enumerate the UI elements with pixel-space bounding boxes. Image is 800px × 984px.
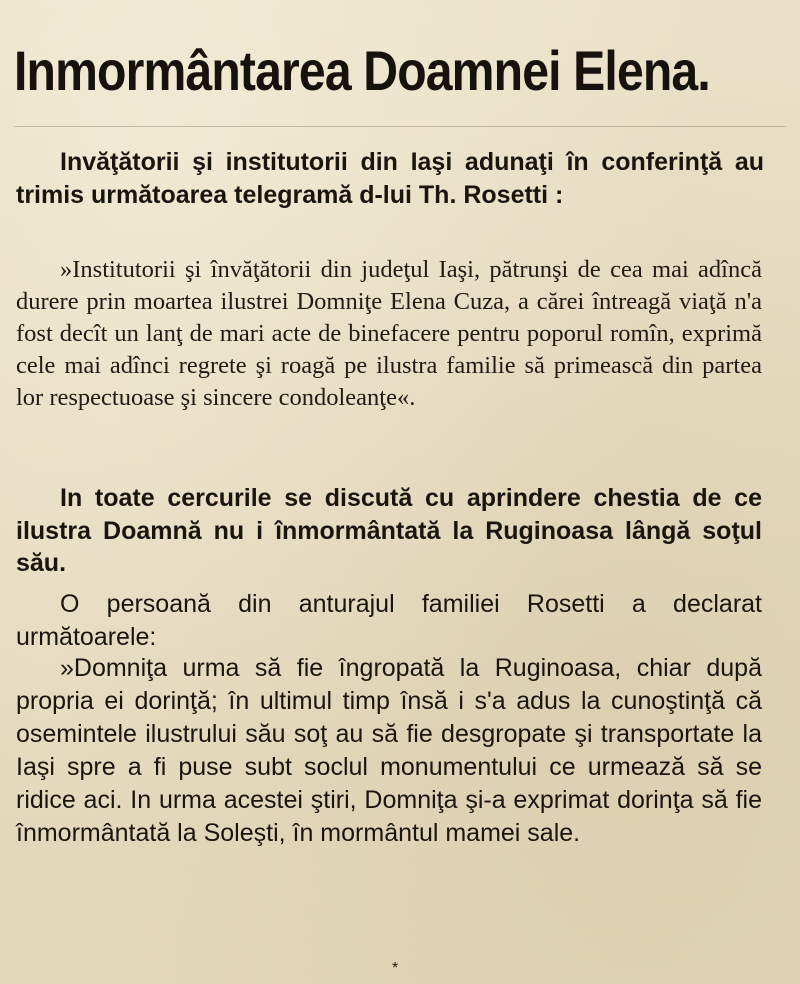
article-headline: Inmormântarea Doamnei Elena. [14,39,710,102]
paragraph-burial-question: In toate cercurile se discută cu aprindere chestia de ce ilustra Doamnă nu i înmormântată la Ruginoasa lângă soţul său. [16,484,762,577]
paragraph-quote-domnita: »Domniţa urma să fie îngropată la Ruginoasa, chiar după propria ei dorinţă; în ultimul timp însă i s'a adus la cunoştinţă că osemintele ilustrului său soţ au să fie desgropate şi transportate la Iaşi spre a fi puse subt soclul monumentului ce urmează să se ridice aci. In urma acestei ştiri, Domniţa şi-a exprimat dorinţa să fie înmormântată la Soleşti, în mormântul mamei sale. [16,654,762,847]
headline-divider [14,126,786,127]
paragraph-telegram-text: »Institutorii şi învăţătorii din judeţul Iaşi, pătrunşi de cea mai adîncă durere prin moartea ilustrei Domniţe Elena Cuza, a cărei întreagă viaţă n'a fost decît un lanţ de mari acte de binefacere pentru poporul romîn, exprimă cele mai adînci regrete şi roagă pe ilustra familie să primească din partea lor respectuoase şi sincere condoleanţe«. [16,256,762,411]
paragraph-rosetti-statement: O persoană din anturajul familiei Rosetti a declarat următoarele: [16,590,762,651]
paragraph-telegram-intro: Invăţătorii şi institutorii din Iaşi adunaţi în conferinţă au trimis următoarea telegramă d-lui Th. Rosetti : [16,148,764,209]
end-mark: * [392,960,399,977]
